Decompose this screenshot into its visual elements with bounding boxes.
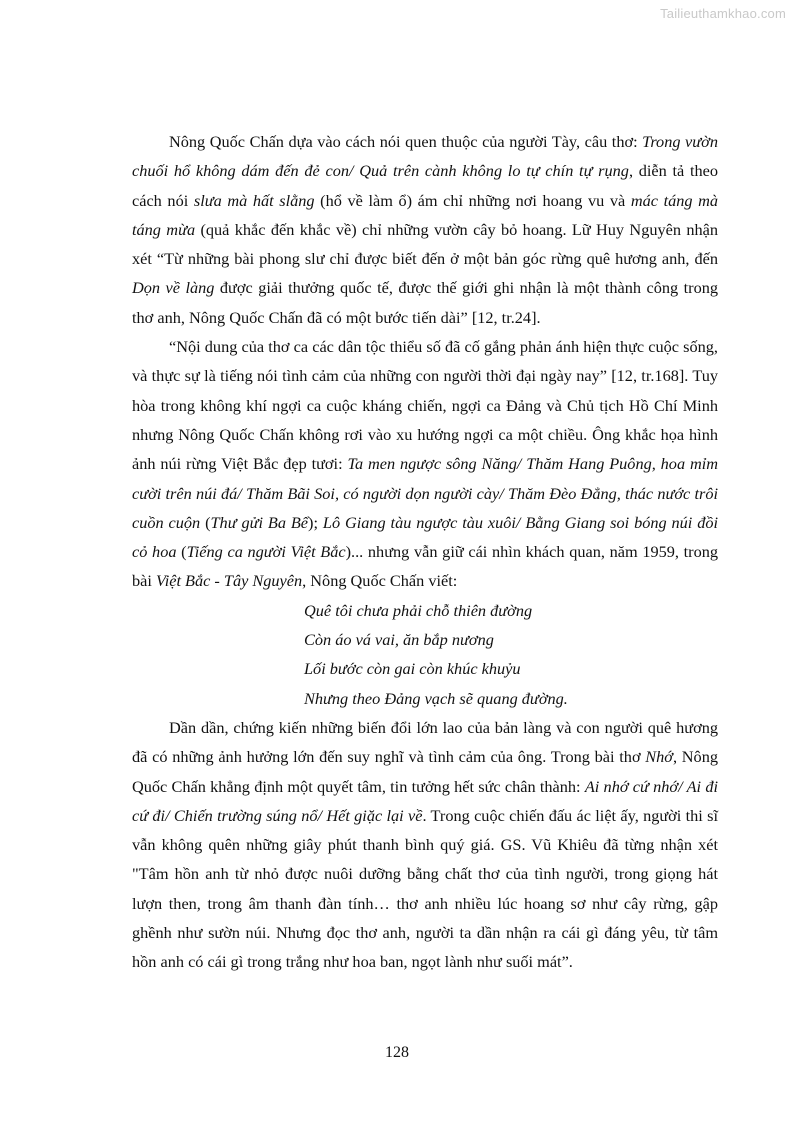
text-segment: , diễn tả theo cách nói	[132, 161, 718, 210]
title-italic: Việt Bắc - Tây Nguyên	[155, 571, 303, 591]
watermark-text: Tailieuthamkhao.com	[660, 6, 786, 21]
text-segment: Dần dần, chứng kiến những biến đổi lớn lao của bản làng và con người quê hương đã có những ảnh hưởng lớn đến suy nghĩ và tình cảm của ông. Trong bài thơ	[132, 717, 718, 767]
title-italic: Thư gửi Ba Bể	[210, 512, 309, 532]
document-body	[132, 127, 718, 977]
quote-italic: Ta men ngược sông Năng/ Thăm Hang Puông, hoa mỉm cười trên núi đá/ Thăm Bãi Soi, có người dọn người cày/ Thăm Đèo Đẳng, thác nước trôi cuồn cuộn	[132, 454, 718, 532]
title-italic: Tiếng ca người Việt Bắc	[186, 542, 346, 562]
page-number: 128	[385, 1044, 409, 1061]
text-segment: (quả khắc đến khắc về) chỉ những vườn cây bỏ hoang. Lữ Huy Nguyên nhận xét “Từ những bài phong slư chỉ được biết đến ở một bản góc rừng quê hương anh, đến	[132, 219, 718, 269]
poem-block	[132, 596, 718, 713]
quote-italic: Ai nhớ cứ nhớ/ Ai đi cứ đi/ Chiến trường súng nổ/ Hết giặc lại về	[132, 776, 718, 825]
text-segment: Nông Quốc Chấn dựa vào cách nói quen thuộc của người Tày, câu thơ:	[169, 132, 643, 151]
text-segment: được giải thưởng quốc tế, được thế giới ghi nhận là một thành công trong thơ anh, Nông Quốc Chấn đã có một bước tiến dài” [12, tr.24].	[132, 278, 719, 327]
paragraph-1	[132, 127, 718, 332]
text-segment: , Nông Quốc Chấn viết:	[302, 571, 458, 591]
quote-italic: Lô Giang tàu ngược tàu xuôi/ Bằng Giang soi bóng núi đồi cỏ hoa	[132, 512, 719, 562]
poem-line: Quê tôi chưa phải chỗ thiên đường	[304, 600, 533, 620]
poem-line: Nhưng theo Đảng vạch sẽ quang đường.	[304, 688, 568, 708]
poem-line: Còn áo vá vai, ăn bắp nương	[304, 630, 494, 650]
title-italic: Dọn về làng	[132, 278, 215, 298]
term-italic: slưa mà hất slằng	[193, 190, 315, 210]
text-segment: )... nhưng vẫn giữ cái nhìn khách quan, năm 1959, trong bài	[132, 542, 719, 591]
text-segment: “Nội dung của thơ ca các dân tộc thiểu số đã cố gắng phản ánh hiện thực cuộc sống, và thực sự là tiếng nói tình cảm của những con người thời đại ngày nay” [12, tr.168]. Tuy hòa trong không khí ngợi ca cuộc kháng chiến, ngợi ca Đảng và Chủ tịch Hồ Chí Minh nhưng Nông Quốc Chấn không rơi vào xu hướng ngợi ca một chiều. Ông khắc họa hình ảnh núi rừng Việt Bắc đẹp tươi:	[132, 337, 718, 474]
quote-italic: Trong vườn chuối hổ không dám đến đẻ con/ Quả trên cành không lo tự chín tự rụng	[132, 132, 718, 181]
poem-line: Lối bước còn gai còn khúc khuỷu	[304, 659, 521, 679]
term-italic: mác táng mà táng mừa	[132, 190, 719, 239]
paragraph-3	[132, 713, 718, 977]
paragraph-2	[132, 332, 718, 596]
text-segment: (hổ về làm ổ) ám chỉ những nơi hoang vu và	[314, 190, 631, 210]
text-segment: . Trong cuộc chiến đấu ác liệt ấy, người thi sĩ vẫn không quên những giây phút thanh bình quý giá. GS. Vũ Khiêu đã từng nhận xét "Tâm hồn anh từ nhỏ được nuôi dưỡng bằng chất thơ của tình người, trong giọng hát lượn then, trong âm thanh đàn tính… thơ anh nhiều lúc hoang sơ như cây rừng, gập ghềnh như sườn núi. Nhưng đọc thơ anh, người ta dần nhận ra cái gì đáng yêu, từ tâm hồn anh có cái gì trong trắng như hoa ban, ngọt lành như suối mát”.	[132, 805, 718, 972]
text-segment: );	[308, 512, 323, 532]
text-segment: (	[176, 542, 187, 562]
title-italic: Nhớ	[645, 747, 673, 767]
text-segment: , Nông Quốc Chấn khẳng định một quyết tâm, tin tưởng hết sức chân thành:	[132, 747, 718, 796]
text-segment: (	[200, 512, 211, 532]
